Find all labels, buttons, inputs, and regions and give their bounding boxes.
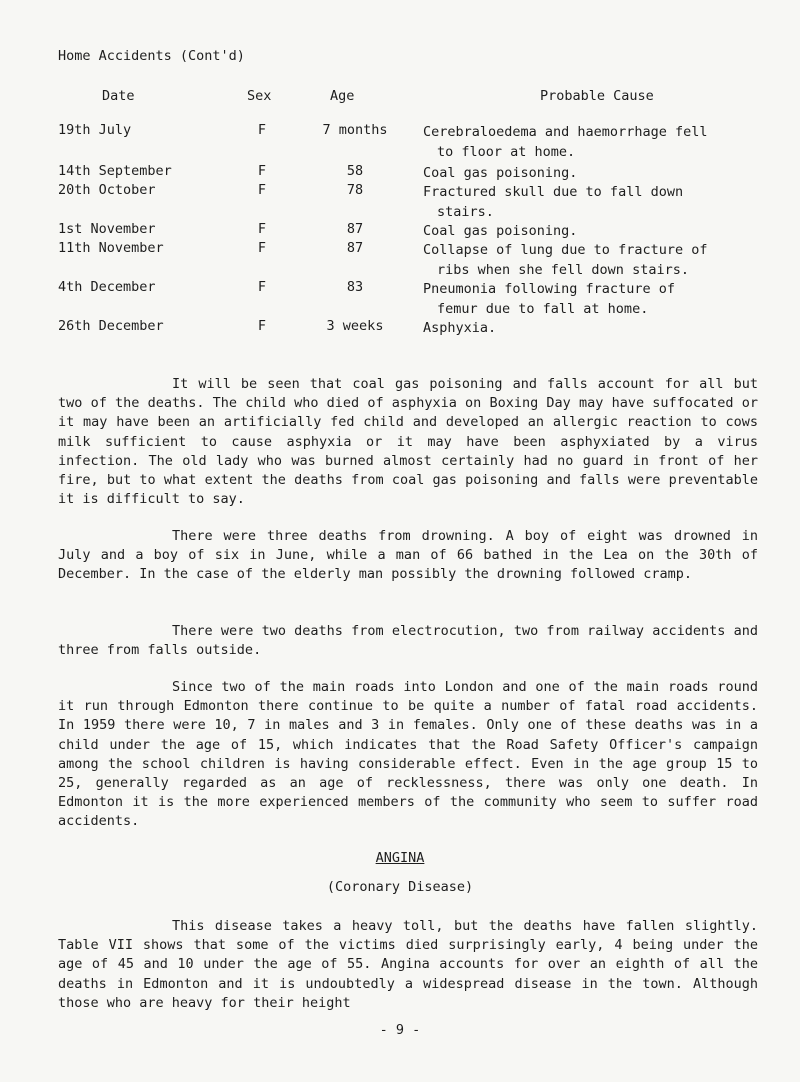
age-cell: 83 xyxy=(346,279,364,295)
page-number: - 9 - xyxy=(379,1022,421,1038)
section-title xyxy=(0,850,800,866)
paragraph-electrocution: There were two deaths from electrocution, two from railway accidents and three from falls outside. xyxy=(58,623,758,659)
section-heading: Home Accidents (Cont'd) xyxy=(58,48,245,64)
column-header-cause: Probable Cause xyxy=(540,88,654,104)
paragraph-accident-summary: It will be seen that coal gas poisoning and falls account for all but two of the deaths. The child who died of asphyxia on Boxing Day may have suffocated or it may have been an artificially fed child and developed an allergic reaction to cows milk sufficient to cause asphyxia or it may have been asphyxiated by a virus infection. The old lady who was burned almost certainly had no guard in front of her fire, but to what extent the deaths from coal gas poisoning and falls were preventable it is difficult to say. xyxy=(58,376,758,508)
section-subtitle: (Coronary Disease) xyxy=(326,879,474,895)
column-header-age: Age xyxy=(330,88,355,104)
age-cell: 78 xyxy=(346,182,364,198)
cause-cell xyxy=(423,318,763,338)
column-header-sex: Sex xyxy=(247,88,272,104)
cause-line-continued: stairs. xyxy=(437,204,494,220)
sex-cell: F xyxy=(257,279,267,295)
cause-cell xyxy=(423,221,763,241)
age-cell: 7 months xyxy=(322,122,388,138)
cause-line: Fractured skull due to fall down xyxy=(423,184,684,200)
cause-line: Pneumonia following fracture of xyxy=(423,281,675,297)
sex-cell: F xyxy=(257,122,267,138)
paragraph-road-accidents: Since two of the main roads into London and one of the main roads round it run through Edmonton there continue to be quite a number of fatal road accidents. In 1959 there were 10, 7 in males and 3 in females. Only one of these deaths was in a child under the age of 15, which indicates that the Road Safety Officer's campaign among the school children is having considerable effect. Even in the age group 15 to 25, generally regarded as an age of recklessness, there was only one death. In Edmonton it is the more experienced members of the community who seem to suffer road accidents. xyxy=(58,679,758,830)
age-cell: 87 xyxy=(346,240,364,256)
cause-line: Collapse of lung due to fracture of xyxy=(423,242,708,258)
date-cell: 26th December xyxy=(58,318,164,334)
date-cell: 4th December xyxy=(58,279,156,295)
age-cell: 58 xyxy=(346,163,364,179)
sex-cell: F xyxy=(257,221,267,237)
date-cell: 11th November xyxy=(58,240,164,256)
date-cell: 19th July xyxy=(58,122,132,138)
date-cell: 1st November xyxy=(58,221,156,237)
cause-line-continued: ribs when she fell down stairs. xyxy=(437,262,689,278)
paragraph-drowning: There were three deaths from drowning. A boy of eight was drowned in July and a boy of six in June, while a man of 66 bathed in the Lea on the 30th of December. In the case of the elderly man possibly the drowning followed cramp. xyxy=(58,528,758,583)
cause-line: Coal gas poisoning. xyxy=(423,223,578,239)
cause-line-continued: femur due to fall at home. xyxy=(437,301,649,317)
cause-cell xyxy=(423,240,763,280)
cause-line: Cerebraloedema and haemorrhage fell xyxy=(423,124,708,140)
age-cell: 87 xyxy=(346,221,364,237)
sex-cell: F xyxy=(257,318,267,334)
cause-cell xyxy=(423,163,763,183)
sex-cell: F xyxy=(257,240,267,256)
cause-cell xyxy=(423,279,763,319)
date-cell: 14th September xyxy=(58,163,172,179)
cause-cell xyxy=(423,122,763,162)
cause-line-continued: to floor at home. xyxy=(437,144,576,160)
cause-line: Coal gas poisoning. xyxy=(423,165,578,181)
date-cell: 20th October xyxy=(58,182,156,198)
column-header-date: Date xyxy=(102,88,135,104)
cause-line: Asphyxia. xyxy=(423,320,497,336)
sex-cell: F xyxy=(257,163,267,179)
age-cell: 3 weeks xyxy=(326,318,384,334)
sex-cell: F xyxy=(257,182,267,198)
paragraph-angina: This disease takes a heavy toll, but the deaths have fallen slightly. Table VII shows that some of the victims died surprisingly early, 4 being under the age of 45 and 10 under the age of 55. Angina accounts for over an eighth of all the deaths in Edmonton and it is undoubtedly a widespread disease in the town. Although those who are heavy for their height xyxy=(58,918,758,1011)
section-title-text: ANGINA xyxy=(375,850,425,866)
cause-cell xyxy=(423,182,763,222)
